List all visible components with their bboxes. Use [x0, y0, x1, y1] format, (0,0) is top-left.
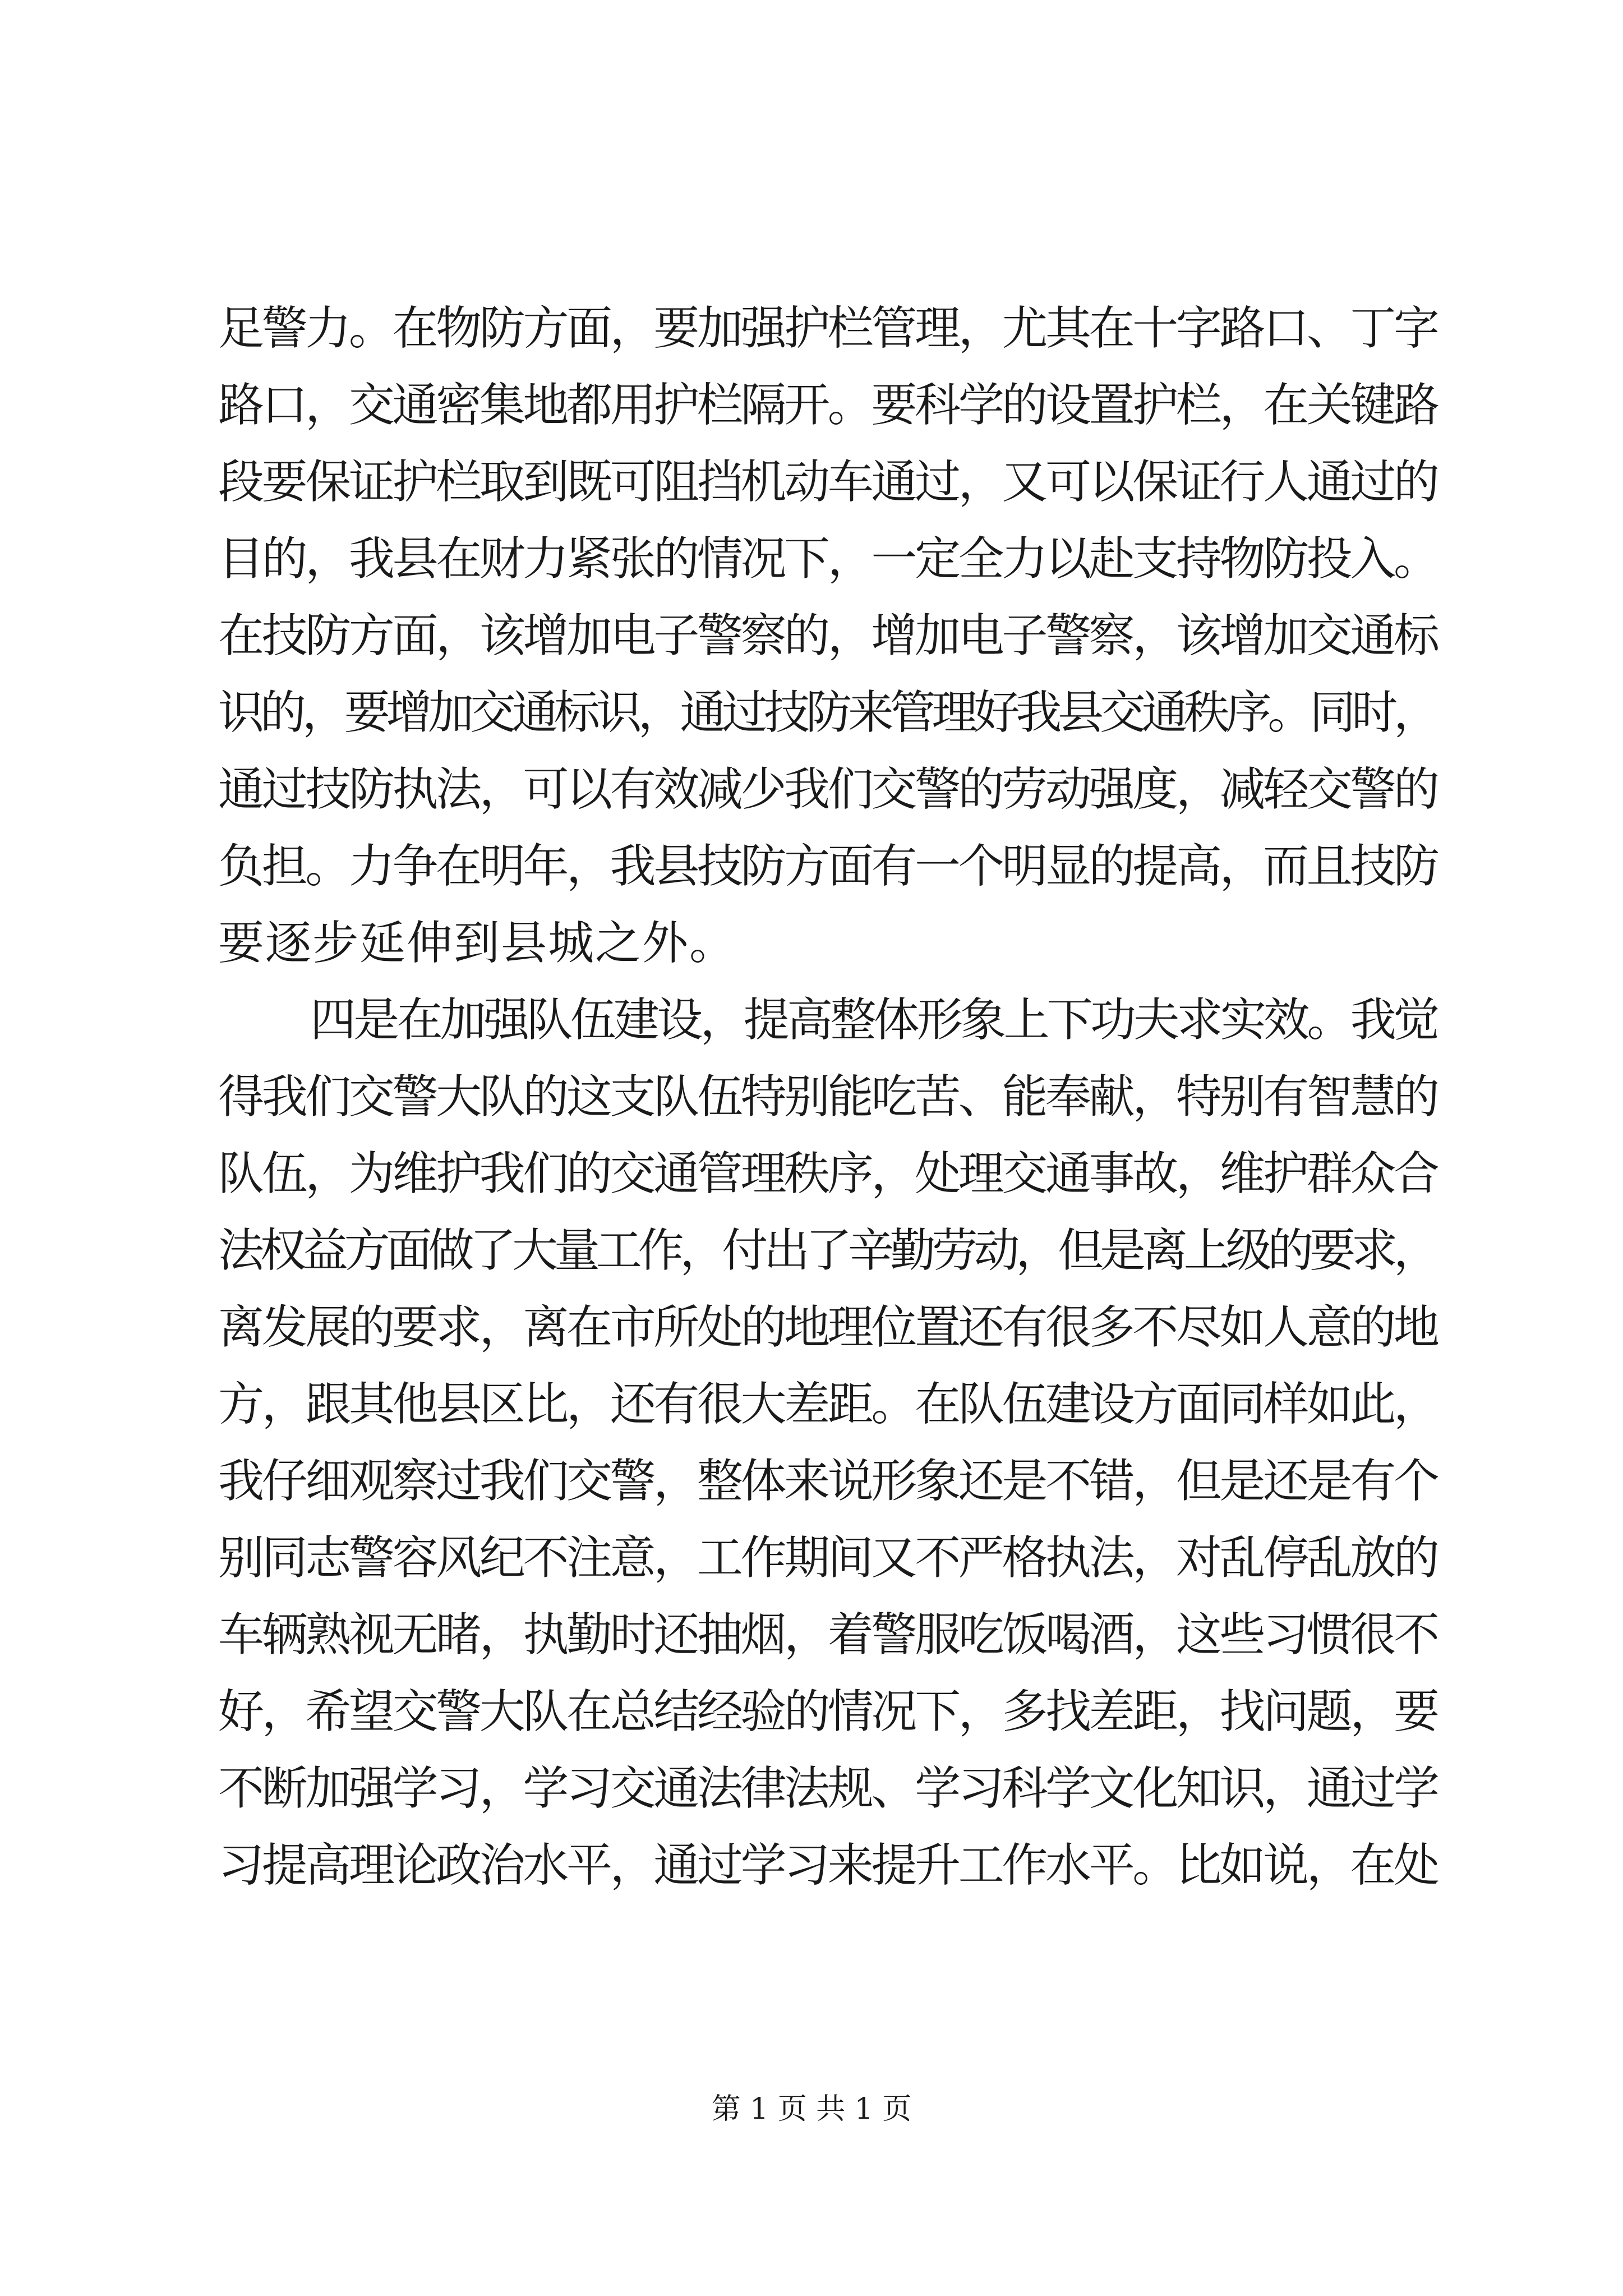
paragraph-first-line: 四是在加强队伍建设，提高整体形象上下功夫求实效。我觉	[310, 993, 1437, 1047]
text-line: 习提高理论政治水平，通过学习来提升工作水平。比如说，在处	[218, 1839, 1437, 1892]
text-line: 方，跟其他县区比，还有很大差距。在队伍建设方面同样如此，	[218, 1378, 1437, 1431]
text-line: 通过技防执法，可以有效减少我们交警的劳动强度，减轻交警的	[218, 763, 1437, 816]
text-line: 队伍，为维护我们的交通管理秩序，处理交通事故，维护群众合	[218, 1147, 1437, 1200]
text-line: 段要保证护栏取到既可阻挡机动车通过，又可以保证行人通过的	[218, 455, 1437, 509]
text-line: 负担。力争在明年，我县技防方面有一个明显的提高，而且技防	[218, 840, 1437, 893]
page-footer: 第 1 页 共 1 页	[711, 2092, 912, 2126]
text-line: 在技防方面，该增加电子警察的，增加电子警察，该增加交通标	[218, 609, 1437, 662]
text-line: 识的，要增加交通标识，通过技防来管理好我县交通秩序。同时，	[218, 686, 1436, 739]
text-line: 好，希望交警大队在总结经验的情况下，多找差距，找问题，要	[218, 1685, 1437, 1738]
text-line: 要逐步延伸到县城之外。	[218, 917, 737, 970]
text-line: 路口，交通密集地都用护栏隔开。要科学的设置护栏，在关键路	[218, 379, 1437, 432]
text-line: 足警力。在物防方面，要加强护栏管理，尤其在十字路口、丁字	[218, 302, 1437, 355]
text-line: 别同志警容风纪不注意，工作期间又不严格执法，对乱停乱放的	[218, 1531, 1437, 1585]
text-line: 车辆熟视无睹，执勤时还抽烟，着警服吃饭喝酒，这些习惯很不	[218, 1608, 1437, 1662]
text-line: 法权益方面做了大量工作，付出了辛勤劳动，但是离上级的要求，	[218, 1224, 1436, 1277]
text-line: 我仔细观察过我们交警，整体来说形象还是不错，但是还是有个	[218, 1455, 1437, 1508]
text-line: 目的，我县在财力紧张的情况下，一定全力以赴支持物防投入。	[218, 532, 1437, 586]
text-line: 得我们交警大队的这支队伍特别能吃苦、能奉献，特别有智慧的	[218, 1070, 1437, 1124]
text-line: 离发展的要求，离在市所处的地理位置还有很多不尽如人意的地	[218, 1301, 1437, 1354]
text-line: 不断加强学习，学习交通法律法规、学习科学文化知识，通过学	[218, 1762, 1437, 1815]
